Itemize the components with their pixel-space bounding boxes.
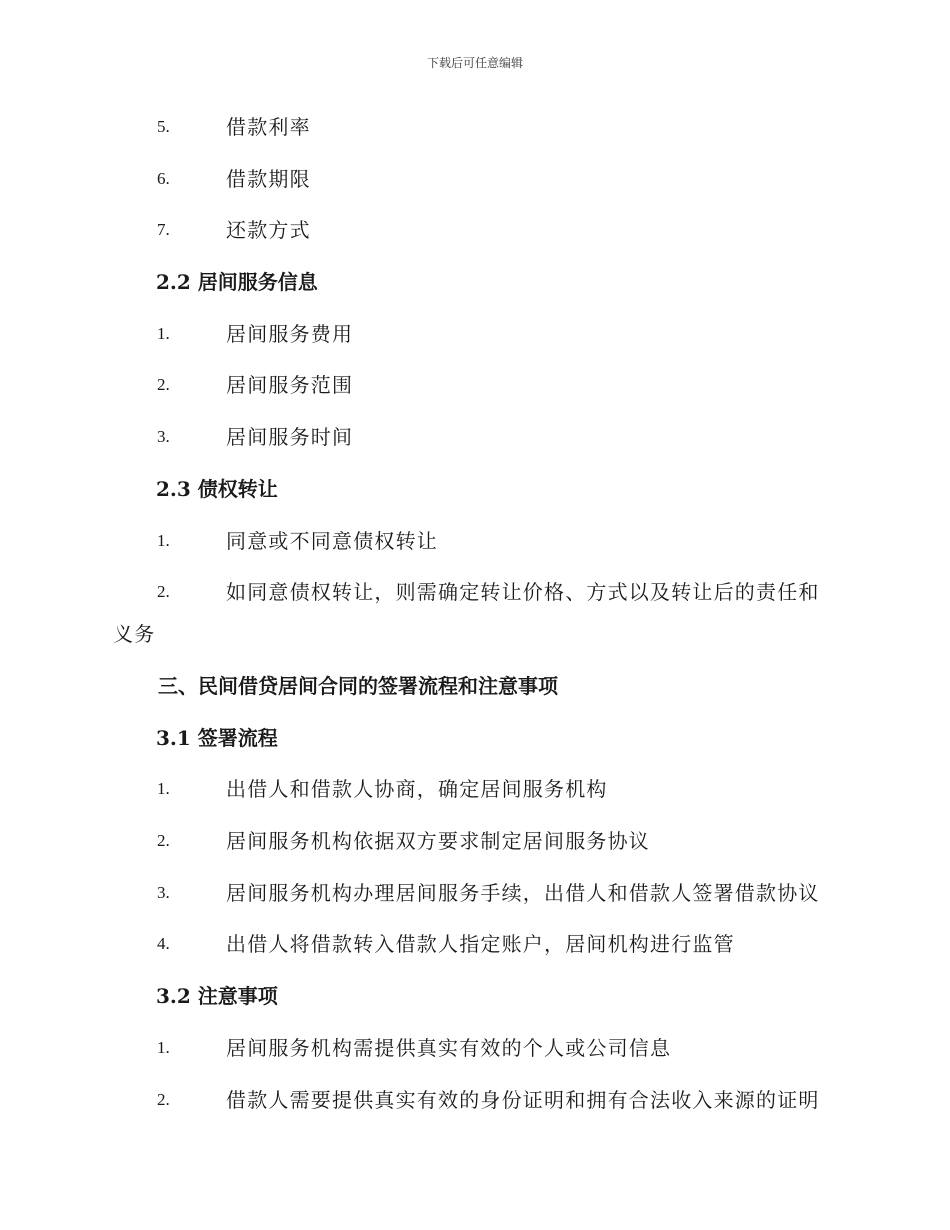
item-text: 居间服务范围 (226, 373, 354, 397)
item-text: 居间服务时间 (226, 425, 354, 449)
item-text: 借款利率 (226, 115, 311, 139)
item-number: 1. (157, 531, 170, 550)
section-title-3-1: 3.1 签署流程 (156, 726, 278, 750)
item-text: 居间服务机构办理居间服务手续，出借人和借款人签署借款协议 (226, 881, 820, 905)
item-number: 1. (157, 779, 170, 798)
item-number: 3. (157, 883, 170, 902)
item-text: 借款人需要提供真实有效的身份证明和拥有合法收入来源的证明 (226, 1088, 820, 1112)
item-text: 居间服务机构需提供真实有效的个人或公司信息 (226, 1036, 672, 1060)
item-text: 出借人和借款人协商，确定居间服务机构 (226, 777, 608, 801)
item-number: 2. (157, 375, 170, 394)
section-title-2-3: 2.3 债权转让 (156, 477, 278, 501)
item-text: 居间服务费用 (226, 322, 354, 346)
item-text-continuation: 义务 (113, 622, 156, 646)
item-text: 居间服务机构依据双方要求制定居间服务协议 (226, 829, 650, 853)
item-text: 出借人将借款转入借款人指定账户，居间机构进行监管 (226, 932, 735, 956)
item-text: 同意或不同意债权转让 (226, 529, 438, 553)
item-number: 2. (157, 831, 170, 850)
item-text: 借款期限 (226, 167, 311, 191)
item-text: 如同意债权转让，则需确定转让价格、方式以及转让后的责任和 (226, 580, 820, 604)
item-number: 2. (157, 582, 170, 601)
item-number: 4. (157, 934, 170, 953)
item-number: 5. (157, 117, 170, 136)
item-number: 2. (157, 1090, 170, 1109)
section-title-3: 三、民间借贷居间合同的签署流程和注意事项 (158, 674, 558, 698)
item-number: 1. (157, 1038, 170, 1057)
section-title-3-2: 3.2 注意事项 (156, 984, 278, 1008)
item-number: 7. (157, 220, 170, 239)
item-number: 6. (157, 169, 170, 188)
section-title-2-2: 2.2 居间服务信息 (156, 270, 318, 294)
item-number: 3. (157, 427, 170, 446)
page-header: 下载后可任意编辑 (426, 56, 523, 70)
item-text: 还款方式 (226, 218, 311, 242)
item-number: 1. (157, 324, 170, 343)
